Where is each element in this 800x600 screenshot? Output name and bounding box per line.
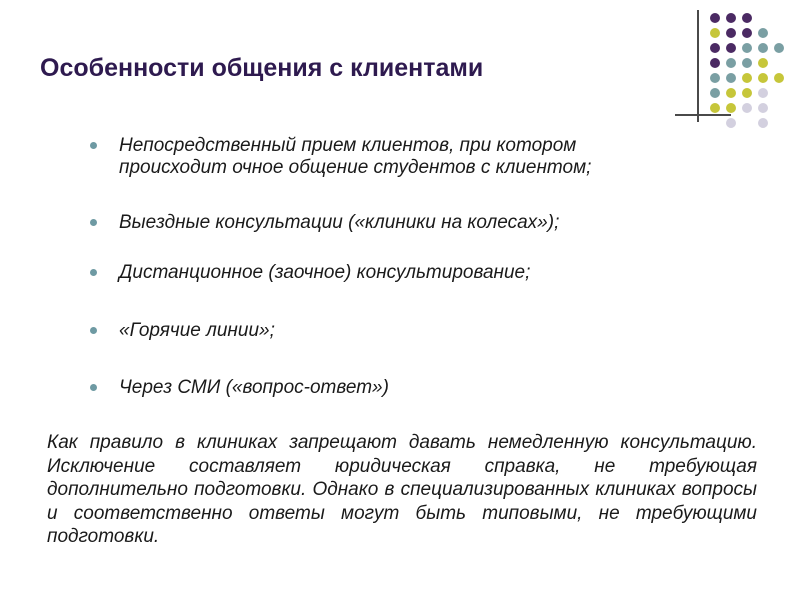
- dot: [710, 88, 720, 98]
- dot: [710, 73, 720, 83]
- dot: [742, 58, 752, 68]
- dot: [758, 58, 768, 68]
- bullet-icon: [90, 327, 97, 334]
- dot: [726, 118, 736, 128]
- dot: [710, 103, 720, 113]
- dot: [758, 88, 768, 98]
- slide-title: Особенности общения с клиентами: [40, 54, 484, 82]
- list-item-text: Дистанционное (заочное) консультирование;: [119, 262, 531, 283]
- dot: [774, 73, 784, 83]
- dot: [758, 103, 768, 113]
- bullet-icon: [90, 269, 97, 276]
- bullet-icon: [90, 219, 97, 226]
- dot: [710, 43, 720, 53]
- dot: [726, 28, 736, 38]
- dot: [758, 73, 768, 83]
- dot: [742, 13, 752, 23]
- dot: [726, 73, 736, 83]
- dot: [710, 28, 720, 38]
- dot: [726, 13, 736, 23]
- dot: [758, 43, 768, 53]
- list-item-text: Через СМИ («вопрос-ответ»): [119, 377, 389, 398]
- dot: [758, 28, 768, 38]
- decorative-dot-grid: [705, 10, 785, 130]
- dot: [726, 88, 736, 98]
- dot: [742, 28, 752, 38]
- dot: [742, 43, 752, 53]
- dot: [742, 88, 752, 98]
- dot: [710, 13, 720, 23]
- decorative-horizontal-line: [675, 114, 731, 116]
- dot: [774, 43, 784, 53]
- decorative-vertical-line: [697, 10, 699, 122]
- list-item-text: «Горячие линии»;: [119, 320, 275, 341]
- list-item-text: Непосредственный прием клиентов, при котором происходит очное общение студентов с клиентом;: [119, 135, 592, 178]
- dot: [758, 118, 768, 128]
- dot: [742, 73, 752, 83]
- list-item-text: Выездные консультации («клиники на колесах»);: [119, 212, 560, 233]
- note-paragraph: Как правило в клиниках запрещают давать немедленную консультацию. Исключение составляет юридическая справка, не требующая дополнительно подготовки. Однако в специализированных клиниках вопросы и соответственно ответы могут быть типовыми, не требующими подготовки.: [47, 432, 757, 547]
- dot: [710, 58, 720, 68]
- dot: [742, 103, 752, 113]
- dot: [726, 103, 736, 113]
- bullet-icon: [90, 142, 97, 149]
- bullet-icon: [90, 384, 97, 391]
- dot: [726, 43, 736, 53]
- dot: [726, 58, 736, 68]
